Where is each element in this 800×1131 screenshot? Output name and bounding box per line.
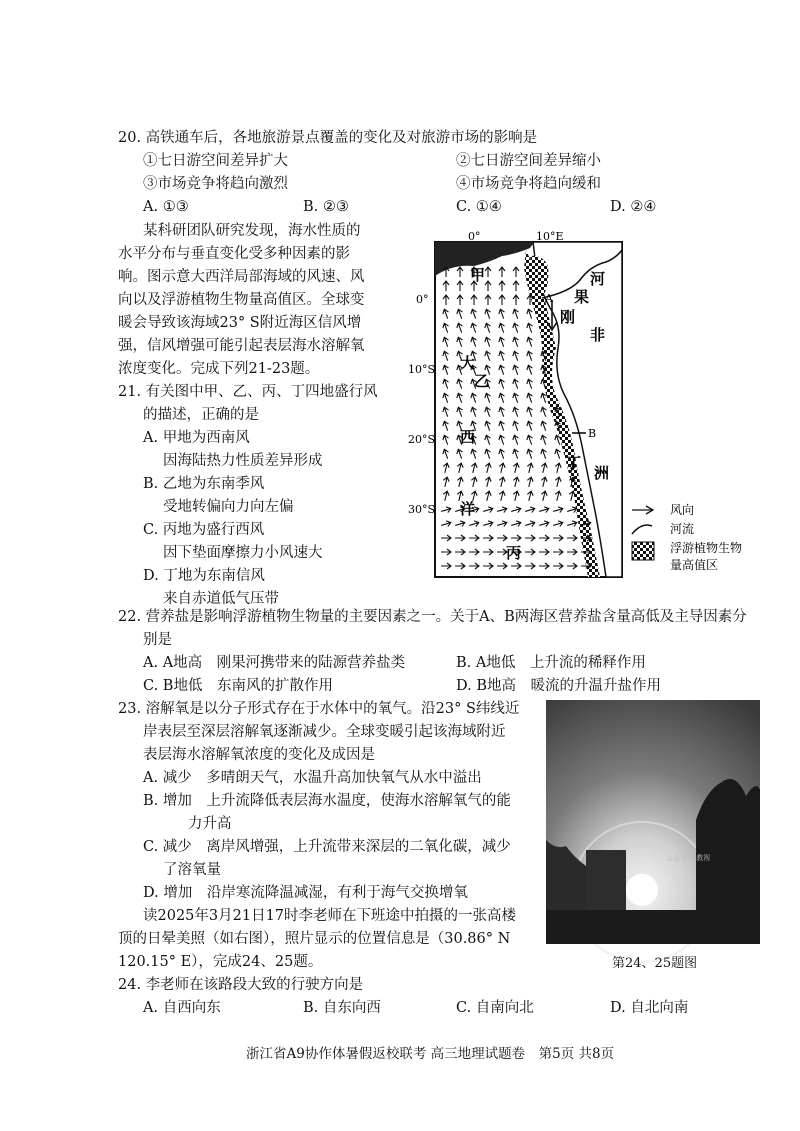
- label-river-3: 河: [590, 270, 606, 288]
- label-yi: 乙: [474, 372, 490, 390]
- passage1-line: 强，信风增强可能引起表层海水溶解氧: [118, 338, 365, 354]
- lon-0-label: 0°: [468, 230, 481, 243]
- q21-option-a: A. 甲地为西南风: [143, 430, 250, 446]
- q21-option-a-detail: 因海陆热力性质差异形成: [163, 453, 323, 469]
- label-ocean-1: 大: [460, 354, 476, 372]
- q20-statement-4: ④市场竞争将趋向缓和: [456, 176, 601, 192]
- q21-option-c: C. 丙地为盛行西风: [143, 522, 265, 538]
- page-footer: 浙江省A9协作体暑假返校联考 高三地理试题卷 第5页 共8页: [246, 1046, 615, 1062]
- q22-stem: 22. 营养盐是影响浮游植物生物量的主要因素之一。关于A、B两海区营养盐含量高低及主导因素分: [118, 609, 747, 625]
- label-africa-2: 洲: [594, 464, 610, 482]
- q20-option-a: A. ①③: [143, 199, 189, 215]
- legend-wind: 风向: [670, 503, 695, 517]
- q23-stem: 23. 溶解氧是以分子形式存在于水体中的氧气。沿23° S纬线近: [118, 701, 520, 717]
- q23-stem-cont: 岸表层至深层溶解氧逐渐减少。全球变暖引起该海域附近: [143, 724, 506, 740]
- passage2-line: 读2025年3月21日17时李老师在下班途中拍摄的一张高楼: [143, 908, 517, 924]
- q24-stem: 24. 李老师在该路段大致的行驶方向是: [118, 977, 364, 993]
- q24-option-d: D. 自北向南: [610, 1000, 689, 1016]
- lat-30s-label: 30°S: [408, 503, 436, 516]
- q22-option-a: A. A地高 刚果河携带来的陆源营养盐类: [143, 655, 406, 671]
- sun: [626, 874, 658, 906]
- q24-option-a: A. 自西向东: [143, 1000, 221, 1016]
- passage1-line: 向以及浮游植物生物量高值区。全球变: [118, 292, 365, 308]
- photo-caption: 第24、25题图: [612, 956, 698, 971]
- label-ding: 丁: [566, 454, 582, 472]
- q24-option-b: B. 自东向西: [303, 1000, 381, 1016]
- q23-option-c-cont: 了溶氧量: [163, 862, 221, 878]
- legend-plankton-icon: [632, 542, 654, 560]
- label-river-1: 刚: [560, 308, 576, 326]
- q20-option-d: D. ②④: [610, 199, 657, 215]
- passage1-line: 浓度变化。完成下列21-23题。: [118, 361, 320, 377]
- label-africa-1: 非: [590, 326, 606, 344]
- q21-option-d: D. 丁地为东南信风: [143, 568, 265, 584]
- q21-option-d-detail: 来自赤道低气压带: [163, 591, 279, 607]
- q23-option-a: A. 减少 多晴朗天气，水温升高加快氧气从水中溢出: [143, 770, 482, 786]
- q22-option-c: C. B地低 东南风的扩散作用: [143, 678, 333, 694]
- q20-option-b: B. ②③: [303, 199, 349, 215]
- q24-option-c: C. 自南向北: [456, 1000, 534, 1016]
- foreground-silhouette: [546, 910, 760, 944]
- q20-statement-3: ③市场竞争将趋向激烈: [143, 176, 288, 192]
- passage1-line: 响。图示意大西洋局部海域的风速、风: [118, 269, 365, 285]
- q20-statement-1: ①七日游空间差异扩大: [143, 153, 288, 169]
- q20-option-c: C. ①④: [456, 199, 502, 215]
- passage1-line: 水平分布与垂直变化受多种因素的影: [118, 246, 350, 262]
- lat-0-label: 0°: [416, 293, 429, 306]
- lat-20s-label: 20°S: [408, 433, 436, 446]
- passage1-line: 某科研团队研究发现，海水性质的: [143, 223, 361, 239]
- sun-halo-photo: [546, 700, 760, 944]
- q23-option-b-cont: 力升高: [188, 816, 232, 832]
- passage2-line: 120.15° E），完成24、25题。: [118, 954, 323, 970]
- q21-option-c-detail: 因下垫面摩擦力小风速大: [163, 545, 323, 561]
- lon-10e-label: 10°E: [536, 230, 564, 243]
- label-point-a: A: [545, 292, 553, 305]
- atlantic-wind-map: [408, 230, 775, 581]
- legend-river-icon: [632, 525, 652, 534]
- q21-option-b-detail: 受地转偏向力向左偏: [163, 499, 294, 515]
- photo-watermark: 公众号·浙教视: [666, 854, 711, 862]
- label-ocean-3: 洋: [460, 500, 476, 518]
- q22-option-b: B. A地低 上升流的稀释作用: [456, 655, 646, 671]
- q22-stem-cont: 别是: [143, 632, 172, 648]
- label-bing: 丙: [506, 544, 522, 562]
- legend-river: 河流: [670, 522, 695, 536]
- passage2-line: 顶的日晕美照（如右图），照片显示的位置信息是（30.86° N: [118, 931, 511, 947]
- q22-option-d: D. B地高 暖流的升温升盐作用: [456, 678, 661, 694]
- q20-statement-2: ②七日游空间差异缩小: [456, 153, 601, 169]
- q23-option-b: B. 增加 上升流降低表层海水温度，使海水溶解氧气的能: [143, 793, 511, 809]
- q21-option-b: B. 乙地为东南季风: [143, 476, 265, 492]
- q23-stem-cont: 表层海水溶解氧浓度的变化及成因是: [143, 747, 375, 763]
- q20-stem: 20. 高铁通车后，各地旅游景点覆盖的变化及对旅游市场的影响是: [118, 130, 538, 146]
- q23-option-d: D. 增加 沿岸寒流降温减湿，有利于海气交换增氧: [143, 885, 468, 901]
- label-ocean-2: 西: [460, 428, 476, 446]
- label-jia: 甲: [470, 266, 486, 284]
- q21-stem-cont: 的描述，正确的是: [143, 407, 259, 423]
- label-river-2: 果: [574, 288, 590, 306]
- passage1-line: 暖会导致该海域23° S附近海区信风增: [118, 315, 362, 331]
- q21-stem: 21. 有关图中甲、乙、丙、丁四地盛行风: [118, 384, 378, 400]
- legend-plankton-2: 量高值区: [670, 558, 719, 572]
- label-point-b: B: [588, 427, 597, 440]
- legend-plankton-1: 浮游植物生物: [670, 541, 743, 555]
- q23-option-c: C. 减少 离岸风增强，上升流带来深层的二氧化碳，减少: [143, 839, 511, 855]
- lat-10s-label: 10°S: [408, 363, 436, 376]
